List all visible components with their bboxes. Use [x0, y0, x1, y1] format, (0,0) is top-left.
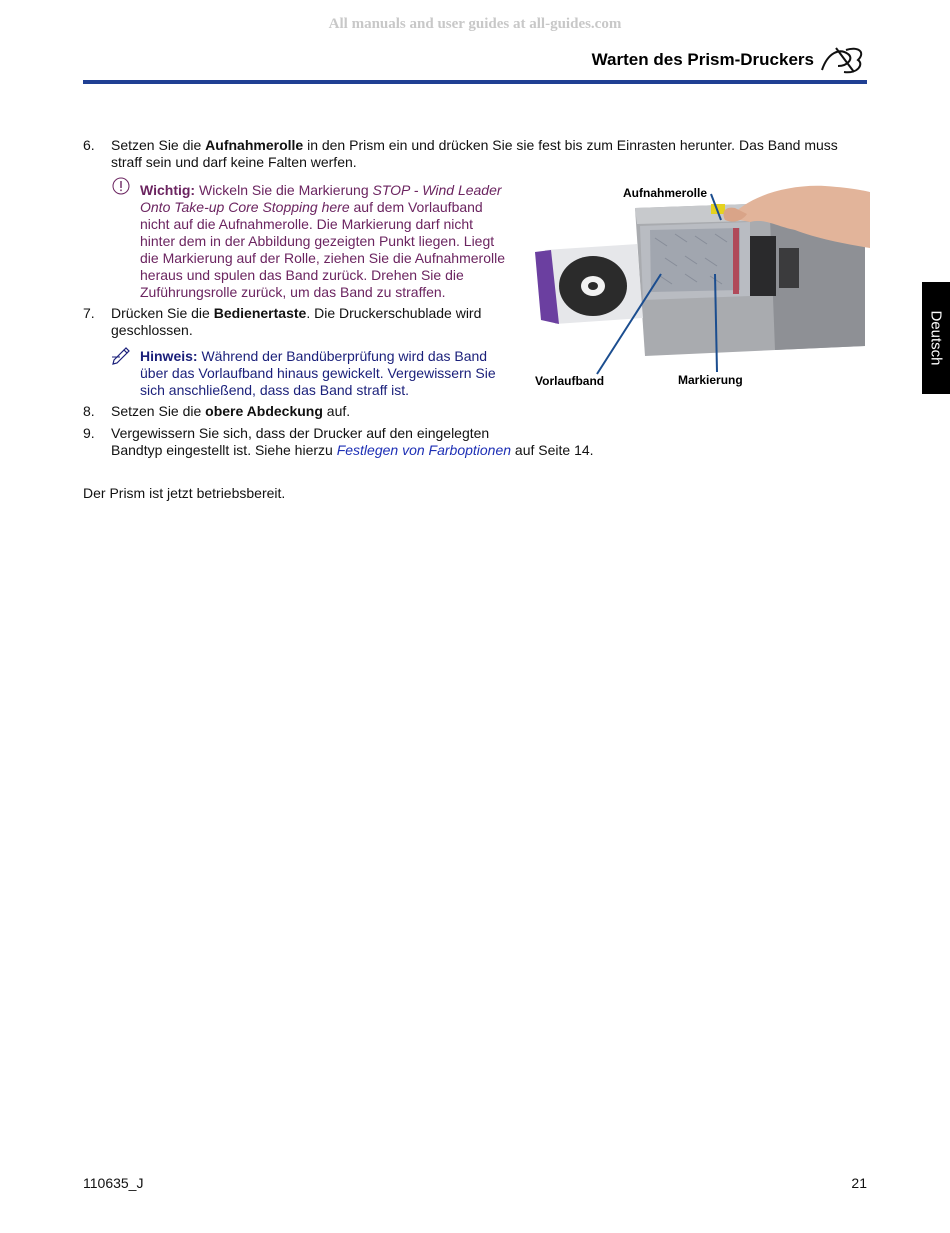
step-text: straff sein und darf keine Falten werfen.	[111, 154, 357, 170]
step-number: 7.	[83, 305, 95, 321]
important-label: Wichtig:	[140, 182, 196, 198]
step-number: 9.	[83, 425, 95, 441]
closing-text: Der Prism ist jetzt betriebsbereit.	[83, 485, 286, 501]
step-number: 6.	[83, 137, 95, 153]
important-text-italic: Onto Take-up Core Stopping here	[140, 199, 350, 215]
step-text: geschlossen.	[111, 322, 193, 338]
hint-text: Während der Bandüberprüfung wird das Band	[197, 348, 488, 364]
step-text: Drücken Sie die	[111, 305, 214, 321]
language-tab-label: Deutsch	[927, 310, 945, 366]
important-text: Wickeln Sie die Markierung	[195, 182, 373, 198]
cross-reference-link[interactable]: Festlegen von Farboptionen	[336, 442, 512, 458]
step-text: Setzen Sie die	[111, 403, 206, 419]
hint-label: Hinweis:	[140, 348, 198, 364]
watermark: All manuals and user guides at all-guides.com	[328, 16, 622, 32]
step-text: Bandtyp eingestellt ist. Siehe hierzu	[111, 442, 337, 458]
important-text: Zuführungsrolle zurück, um das Band zu straffen.	[140, 284, 446, 300]
label-leader-tape: Vorlaufband	[535, 374, 605, 388]
footer-page-number: 21	[851, 1175, 867, 1191]
important-text: hinter dem in der Abbildung gezeigten Punkt liegen. Liegt	[140, 233, 495, 249]
page-header-title: Warten des Prism-Druckers	[591, 50, 814, 69]
step-text: . Die Druckerschublade wird	[306, 305, 482, 321]
label-takeup-roll: Aufnahmerolle	[623, 186, 708, 200]
important-text: die Markierung auf der Rolle, ziehen Sie die Aufnahmerolle	[140, 250, 505, 266]
step-text: Vergewissern Sie sich, dass der Drucker auf den eingelegten	[111, 425, 490, 441]
warning-icon	[112, 177, 132, 197]
hint-text: über das Vorlaufband hinaus gewickelt. Vergewissern Sie	[140, 365, 496, 381]
step-text: in den Prism ein und drücken Sie sie fest bis zum Einrasten herunter. Das Band muss	[303, 137, 838, 153]
important-text: auf dem Vorlaufband	[349, 199, 483, 215]
label-marker: Markierung	[678, 373, 743, 387]
brand-logo-icon	[818, 44, 868, 76]
step-number: 8.	[83, 403, 95, 419]
step-text: auf.	[322, 403, 351, 419]
important-text: heraus und spulen das Band zurück. Drehen Sie die	[140, 267, 464, 283]
step-emphasis: obere Abdeckung	[205, 403, 323, 419]
printer-figure	[525, 178, 870, 393]
step-emphasis: Bedienertaste	[213, 305, 307, 321]
footer-doc-id: 110635_J	[83, 1175, 144, 1191]
printer-illustration	[525, 178, 870, 393]
step-emphasis: Aufnahmerolle	[205, 137, 304, 153]
step-text: auf Seite 14.	[511, 442, 594, 458]
important-text-italic: STOP - Wind Leader	[372, 182, 502, 198]
step-text: Setzen Sie die	[111, 137, 206, 153]
header-rule	[83, 80, 867, 84]
hint-text: sich anschließend, dass das Band straff ist.	[140, 382, 409, 398]
important-text: nicht auf die Aufnahmerolle. Die Markierung darf nicht	[140, 216, 474, 232]
pencil-icon	[112, 345, 132, 365]
language-tab	[922, 282, 950, 394]
